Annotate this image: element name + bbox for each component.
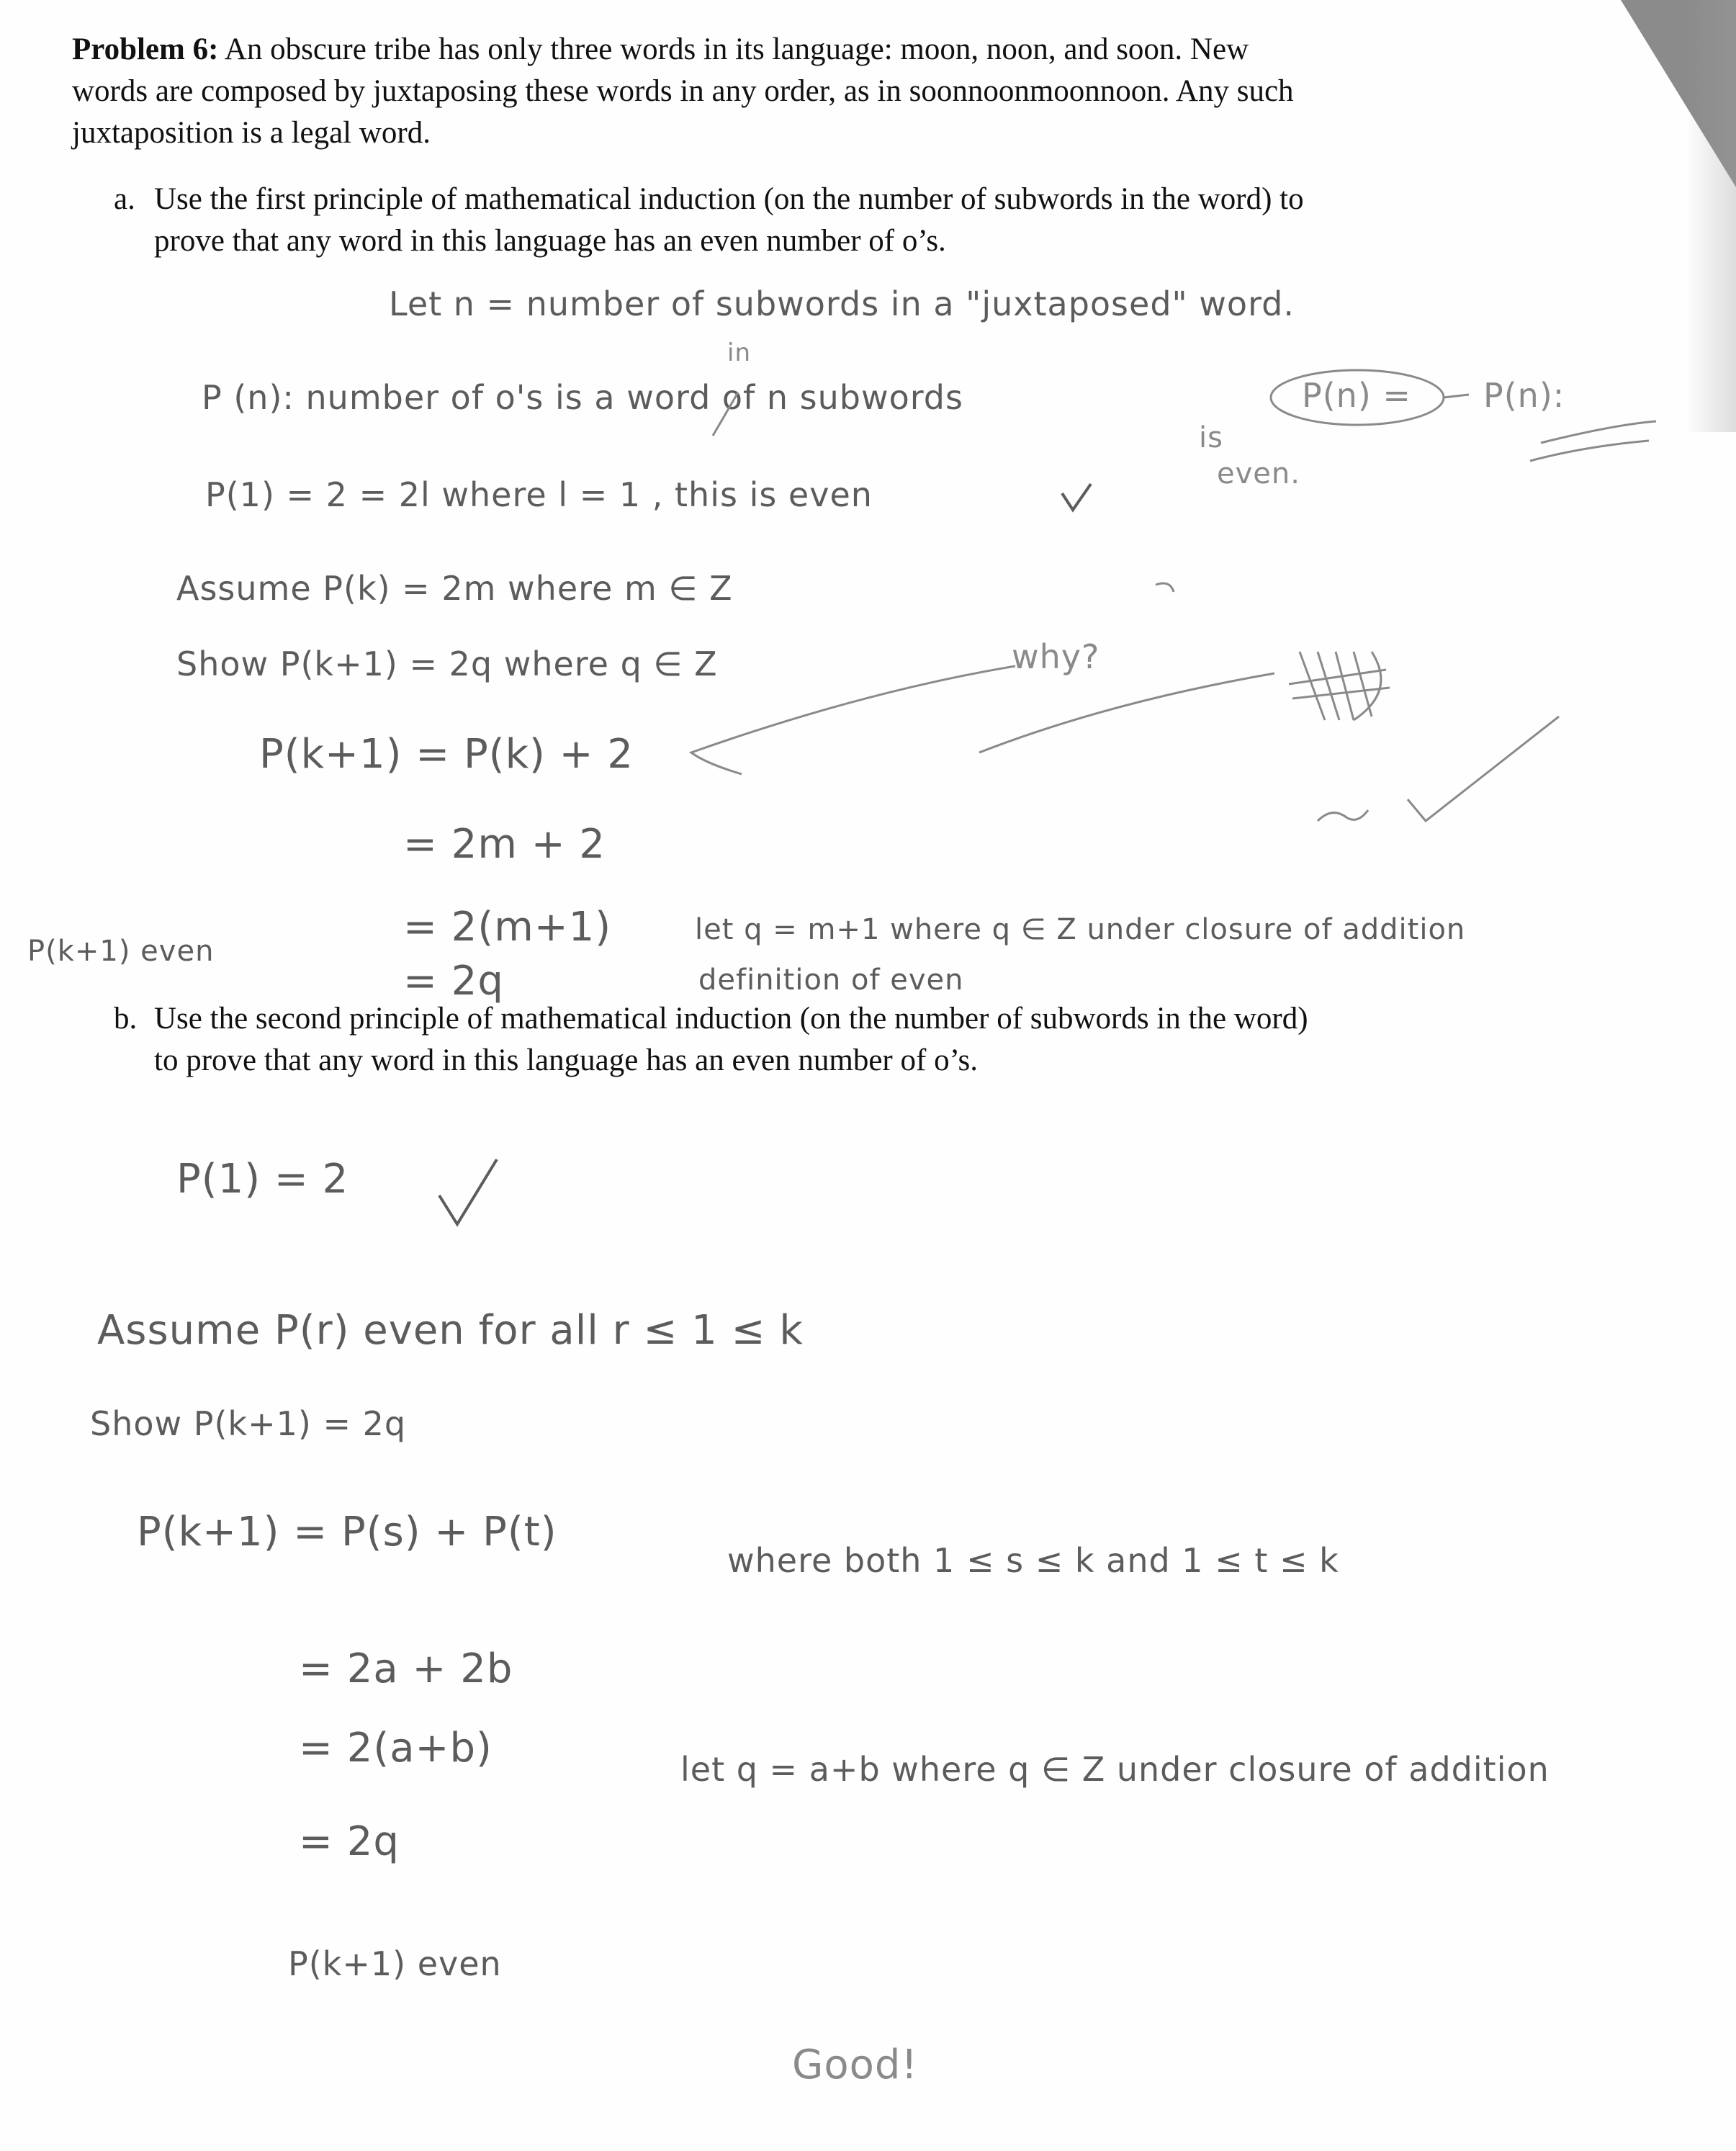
hw-a-definition: definition of even xyxy=(698,964,964,997)
check-icon xyxy=(1062,484,1091,510)
part-b-statement xyxy=(114,998,1525,1082)
grader-arrow-mark xyxy=(1444,395,1469,398)
hw-b-conclusion: P(k+1) even xyxy=(288,1944,502,1983)
hw-pn-definition: P (n): number of o's is a word of n subwords xyxy=(202,378,963,417)
hw-b-assume: Assume P(r) even for all r ≤ 1 ≤ k xyxy=(97,1307,804,1354)
hw-a-step-3: = 2(m+1) xyxy=(403,904,612,951)
hw-b-let-q: let q = a+b where q ∈ Z under closure of addition xyxy=(680,1750,1550,1789)
part-a-marker: a. xyxy=(114,182,135,216)
hw-b-base-case: P(1) = 2 xyxy=(176,1156,349,1203)
hw-grader-is: is xyxy=(1199,421,1223,454)
hw-b-where-both: where both 1 ≤ s ≤ k and 1 ≤ t ≤ k xyxy=(727,1541,1339,1580)
scanner-edge-gradient xyxy=(1686,0,1736,432)
hw-grader-even: even. xyxy=(1217,457,1300,490)
problem-line-2: words are composed by juxtaposing these words in any order, as in soonnoonmoonnoon. Any such xyxy=(72,74,1294,108)
part-a-statement xyxy=(114,179,1525,262)
grader-tilde-mark xyxy=(1318,810,1368,821)
grader-arrow-long xyxy=(691,666,1015,774)
hw-b-show: Show P(k+1) = 2q xyxy=(90,1404,407,1443)
hw-a-step-4: = 2q xyxy=(403,958,504,1005)
check-icon-b xyxy=(439,1159,497,1224)
hw-grader-why: why? xyxy=(1012,637,1100,676)
problem-statement xyxy=(72,29,1512,154)
hw-grader-pn: P(n): xyxy=(1483,376,1565,415)
hw-a-assume: Assume P(k) = 2m where m ∈ Z xyxy=(176,569,733,608)
grader-underline-2 xyxy=(1530,441,1649,461)
part-b-line-1: Use the second principle of mathematical induction (on the number of subwords in the word) xyxy=(154,1002,1308,1036)
hw-grader-good: Good! xyxy=(792,2042,918,2088)
grader-scribble-mark xyxy=(1289,652,1390,720)
hw-b-step-1: P(k+1) = P(s) + P(t) xyxy=(137,1509,557,1555)
problem-line-1: An obscure tribe has only three words in its language: moon, noon, and soon. New xyxy=(218,32,1249,66)
part-b-line-2: to prove that any word in this language has an even number of o’s. xyxy=(154,1043,978,1077)
grader-arrow-line-2 xyxy=(979,673,1274,753)
hw-let-line: Let n = number of subwords in a "juxtaposed" word. xyxy=(389,284,1295,323)
part-a-line-1: Use the first principle of mathematical induction (on the number of subwords in the word) to xyxy=(154,182,1304,216)
hw-b-step-4: = 2q xyxy=(299,1818,400,1865)
hw-a-let-q: let q = m+1 where q ∈ Z under closure of addition xyxy=(695,913,1466,946)
part-a-line-2: prove that any word in this language has an even number of o’s. xyxy=(154,224,946,258)
part-b-marker: b. xyxy=(114,1002,138,1036)
grader-hook-mark xyxy=(1156,583,1174,592)
hw-a-base-case: P(1) = 2 = 2l where l = 1 , this is even xyxy=(205,475,873,514)
problem-line-3: juxtaposition is a legal word. xyxy=(72,116,431,150)
hw-b-step-3: = 2(a+b) xyxy=(299,1725,493,1771)
hw-a-step-1: P(k+1) = P(k) + 2 xyxy=(259,731,634,778)
hw-a-step-2: = 2m + 2 xyxy=(403,821,606,868)
grader-check-icon xyxy=(1408,717,1559,821)
hw-a-show: Show P(k+1) = 2q where q ∈ Z xyxy=(176,645,718,683)
grader-underline-1 xyxy=(1541,421,1656,443)
problem-label: Problem 6: xyxy=(72,32,219,66)
hw-grader-circled-pn: P(n) = xyxy=(1302,376,1411,415)
hw-a-conclusion: P(k+1) even xyxy=(27,935,215,968)
hw-grader-in-insert: in xyxy=(727,338,751,367)
hw-b-step-2: = 2a + 2b xyxy=(299,1645,513,1692)
